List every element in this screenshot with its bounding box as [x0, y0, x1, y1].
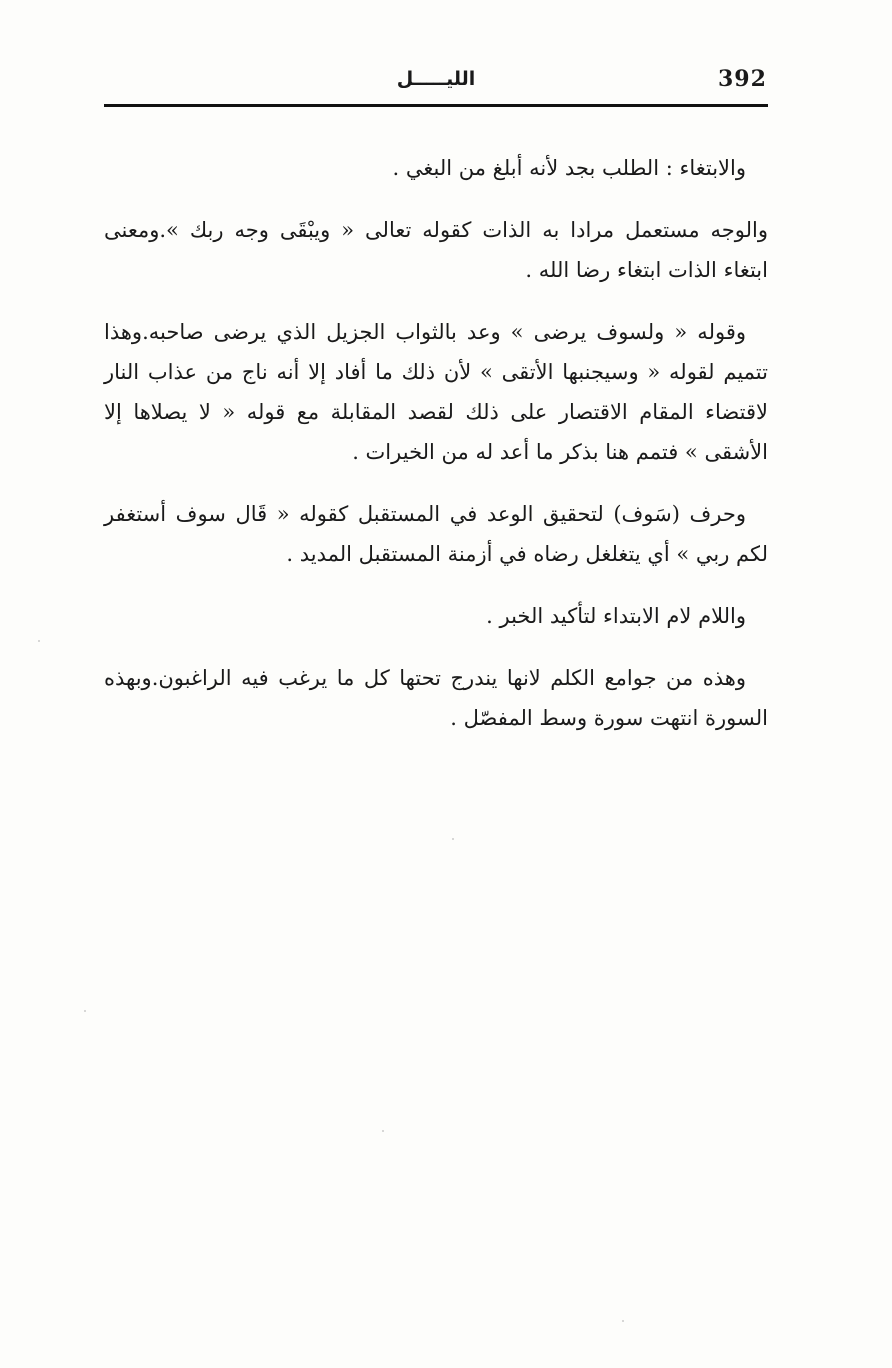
paragraph: والابتغاء : الطلب بجد لأنه أبلغ من البغي .	[392, 156, 746, 180]
running-title: الليـــــل	[396, 68, 476, 90]
scan-speck	[38, 640, 40, 642]
scan-speck	[84, 1010, 86, 1012]
body-text	[104, 148, 768, 760]
paragraph: وحرف (سَوف) لتحقيق الوعد في المستقبل كقوله « قَال سوف أستغفر لكم ربي » أي يتغلغل رضاه في أزمنة المستقبل المديد .	[104, 502, 768, 566]
header-rule	[104, 104, 768, 107]
page-header	[104, 62, 768, 102]
paragraph: وقوله « ولسوف يرضى » وعد بالثواب الجزيل الذي يرضى صاحبه.وهذا تتميم لقوله « وسيجنبها الأتقى » لأن ذلك ما أفاد إلا أنه ناج من عذاب النار لاقتضاء المقام الاقتصار على ذلك لقصد المقابلة مع قوله « لا يصلاها إلا الأشقى » فتمم هنا بذكر ما أعد له من الخيرات .	[104, 320, 768, 464]
scan-speck	[382, 1130, 384, 1132]
page-number: 392	[718, 66, 767, 92]
paragraph: واللام لام الابتداء لتأكيد الخبر .	[486, 604, 746, 628]
scan-speck	[622, 1320, 624, 1322]
paragraph: والوجه مستعمل مرادا به الذات كقوله تعالى « ويبْقَى وجه ربك ».ومعنى ابتغاء الذات ابتغاء رضا الله .	[104, 218, 768, 282]
paragraph: وهذه من جوامع الكلم لانها يندرج تحتها كل ما يرغب فيه الراغبون.وبهذه السورة انتهت سورة وسط المفصّل .	[104, 666, 768, 730]
scan-speck	[452, 838, 454, 840]
